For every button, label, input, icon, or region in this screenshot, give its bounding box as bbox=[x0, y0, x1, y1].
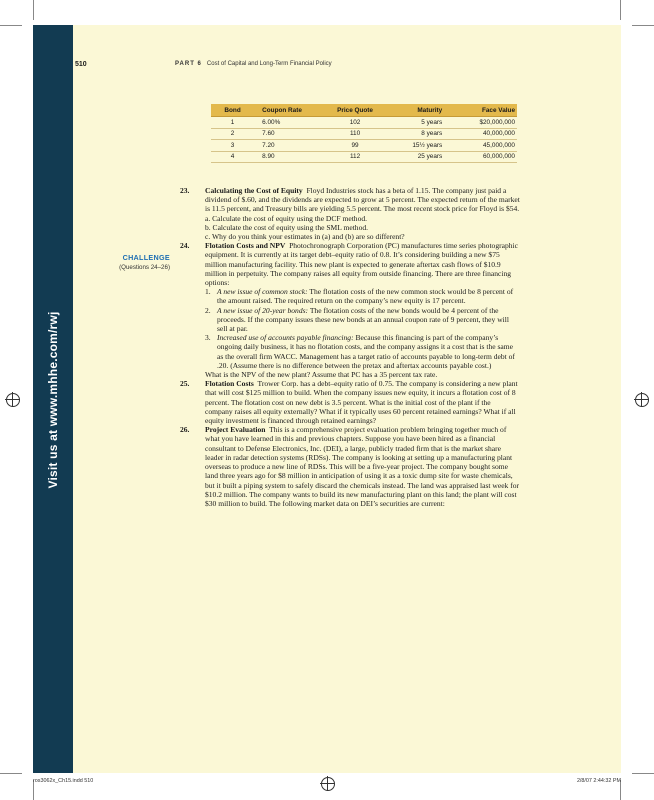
table-header-row bbox=[211, 104, 517, 117]
problem-question: What is the NPV of the new plant? Assume that PC has a 35 percent tax rate. bbox=[205, 370, 438, 380]
option-text: The flotation costs of the new bonds would be 4 percent of the proceeds. If the company issues these new bonds at an annual coupon rate of 9 percent, they will sell at par. bbox=[217, 305, 509, 334]
print-slug-file: ros3062x_Ch15.indd 510 bbox=[33, 778, 94, 784]
problem-24 bbox=[180, 241, 520, 379]
option-title: A new issue of 20-year bonds: bbox=[217, 305, 309, 315]
registration-mark-icon bbox=[6, 393, 20, 407]
table-cell: 15½ years bbox=[385, 140, 444, 152]
problem-title: Flotation Costs bbox=[205, 379, 254, 389]
problem-text: This is a comprehensive project evaluation problem bringing together much of what you have learned in this and previous chapters. Suppose you have been hired as a financial consultant to Defense Electronics, Inc. (DEI), a large, publicly traded firm that is the market share leader in radar detection systems (RDSs). The company is looking at setting up a manufacturing plant overseas to produce a new line of RDSs. This will be a five-year project. The company bought some land three years ago for $8 million in anticipation of using it as a toxic dump site for waste chemicals, but it built a piping system to safely discard the chemicals instead. The land was appraised last week for $10.2 million. The company wants to build its new manufacturing plant on this land; the plant will cost $30 million to build. The following market data on DEI’s securities are current: bbox=[205, 425, 520, 508]
problem-number: 24. bbox=[180, 241, 190, 251]
financing-option bbox=[205, 306, 520, 334]
problem-number: 26. bbox=[180, 425, 190, 435]
column-header: Coupon Rate bbox=[254, 104, 325, 117]
page-number: 510 bbox=[75, 61, 87, 68]
problem-text: Floyd Industries stock has a beta of 1.15. The company just paid a dividend of $.60, and the dividends are expected to grow at 5 percent. The expected return of the market is 11.5 percent, and Treasury bills are yielding 5.5 percent. The most recent stock price for Floyd is $54. bbox=[205, 186, 520, 214]
problem-26 bbox=[180, 425, 520, 508]
table-cell: 45,000,000 bbox=[444, 140, 517, 152]
challenge-questions: (Questions 24–26) bbox=[119, 264, 170, 271]
problem-part: a. Calculate the cost of equity using the DCF method. bbox=[205, 213, 368, 223]
table-cell: 110 bbox=[325, 128, 386, 140]
table-cell: 40,000,000 bbox=[444, 128, 517, 140]
problem-part: b. Calculate the cost of equity using the SML method. bbox=[205, 222, 368, 232]
column-header: Face Value bbox=[444, 104, 517, 117]
column-header: Maturity bbox=[385, 104, 444, 117]
table-cell: 1 bbox=[211, 117, 254, 129]
problem-25 bbox=[180, 379, 520, 425]
problem-number: 25. bbox=[180, 379, 190, 389]
column-header: Bond bbox=[211, 104, 254, 117]
table-cell: 7.60 bbox=[254, 128, 325, 140]
table-cell: 4 bbox=[211, 151, 254, 163]
table-cell: 112 bbox=[325, 151, 386, 163]
table-cell: 102 bbox=[325, 117, 386, 129]
problem-title: Calculating the Cost of Equity bbox=[205, 186, 303, 195]
problem-list bbox=[180, 186, 520, 508]
option-number: 2. bbox=[205, 305, 211, 315]
table-cell: 7.20 bbox=[254, 140, 325, 152]
option-text: Because this financing is part of the company’s ongoing daily business, it has no flotation costs, and the company assigns it a cost that is the same as the overall firm WACC. Management has a target ratio of accounts payable to long-term debt of .20. (Assume there is no difference between the pretax and aftertax accounts payable cost.) bbox=[217, 333, 515, 370]
print-slug-timestamp: 2/8/07 2:44:32 PM bbox=[576, 778, 621, 784]
table-cell: 2 bbox=[211, 128, 254, 140]
table-row bbox=[211, 128, 517, 140]
table-row bbox=[211, 151, 517, 163]
problem-text: Photochronograph Corporation (PC) manufactures time series photographic equipment. It is currently at its target debt–equity ratio of 0.8. It’s considering building a new $75 million manufacturing facility. This new plant is expected to generate aftertax cash flows of $10.9 million in perpetuity. The company raises all equity from outside financing. There are three financing options: bbox=[205, 241, 518, 288]
sidebar-url-text: Visit us at www.mhhe.com/rwj bbox=[46, 311, 60, 489]
crop-mark bbox=[620, 0, 621, 20]
option-title: Increased use of accounts payable financing: bbox=[217, 333, 354, 343]
crop-mark bbox=[0, 773, 22, 774]
option-number: 3. bbox=[205, 333, 211, 343]
financing-option bbox=[205, 287, 520, 305]
table-cell: 99 bbox=[325, 140, 386, 152]
crop-mark bbox=[0, 25, 22, 26]
table-cell: 6.00% bbox=[254, 117, 325, 129]
table-row bbox=[211, 117, 517, 129]
crop-mark bbox=[33, 0, 34, 20]
column-header: Price Quote bbox=[325, 104, 386, 117]
table-cell: 3 bbox=[211, 140, 254, 152]
crop-mark bbox=[632, 773, 654, 774]
problem-title: Flotation Costs and NPV bbox=[205, 241, 286, 251]
option-title: A new issue of common stock: bbox=[217, 287, 308, 297]
problem-text: Trower Corp. has a debt–equity ratio of 0.75. The company is considering a new plant that will cost $125 million to build. When the company issues new equity, it incurs a flotation cost of 8 percent. The flotation cost on new debt is 3.5 percent. What is the initial cost of the plant if the company raises all equity externally? What if it typically uses 60 percent retained earnings? What if all equity investment is financed through retained earnings? bbox=[205, 379, 518, 426]
challenge-label bbox=[116, 253, 170, 271]
problem-number: 23. bbox=[180, 186, 190, 195]
running-head bbox=[175, 61, 332, 67]
table-cell: 8 years bbox=[385, 128, 444, 140]
option-number: 1. bbox=[205, 287, 211, 297]
table-row bbox=[211, 140, 517, 152]
registration-mark-icon bbox=[321, 777, 335, 791]
problem-part: c. Why do you think your estimates in (a) and (b) are so different? bbox=[205, 232, 405, 242]
table-cell: $20,000,000 bbox=[444, 117, 517, 129]
financing-option bbox=[205, 333, 520, 370]
crop-mark bbox=[632, 25, 654, 26]
running-head-part: PART 6 bbox=[175, 61, 202, 67]
registration-mark-icon bbox=[635, 393, 649, 407]
table-cell: 5 years bbox=[385, 117, 444, 129]
problem-title: Project Evaluation bbox=[205, 425, 266, 435]
option-text: The flotation costs of the new common stock would be 8 percent of the amount raised. The required return on the company’s new equity is 17 percent. bbox=[217, 287, 514, 306]
challenge-heading: CHALLENGE bbox=[122, 253, 170, 262]
problem-23 bbox=[180, 186, 520, 241]
table-cell: 25 years bbox=[385, 151, 444, 163]
bond-table bbox=[211, 104, 517, 163]
table-cell: 60,000,000 bbox=[444, 151, 517, 163]
running-head-title: Cost of Capital and Long-Term Financial Policy bbox=[206, 61, 332, 67]
table-cell: 8.90 bbox=[254, 151, 325, 163]
